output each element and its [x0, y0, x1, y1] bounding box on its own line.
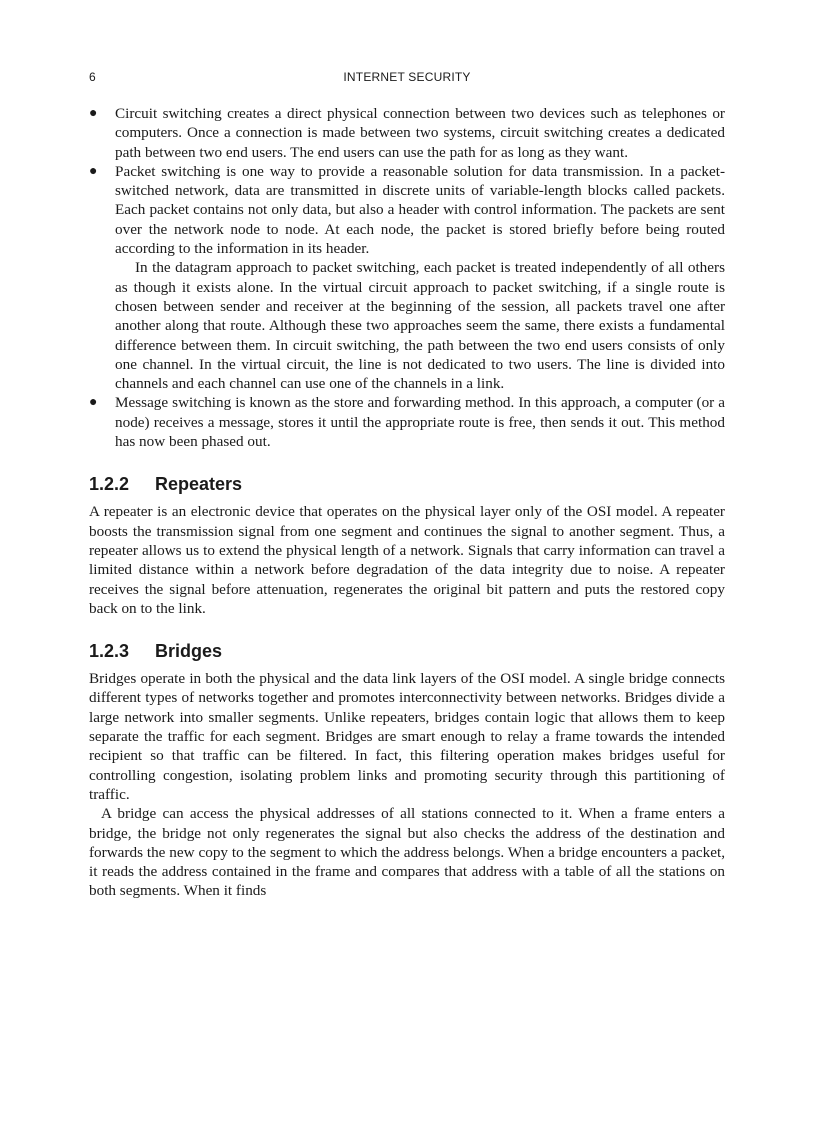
bullet-icon: ●	[89, 106, 98, 121]
page	[89, 66, 725, 901]
list-item	[89, 162, 725, 394]
section-paragraph: A bridge can access the physical addresses of all stations connected to it. When a frame enters a bridge, the bridge not only regenerates the signal but also checks the address of the destination and forwards the new copy to the segment to which the address belongs. When a bridge encounters a packet, it reads the address contained in the frame and compares that address with a table of all the stations on both segments. When it finds	[89, 805, 725, 900]
page-number: 6	[89, 70, 96, 84]
bullet-icon: ●	[89, 163, 98, 179]
section-paragraph: Bridges operate in both the physical and the data link layers of the OSI model. A single bridge connects different types of networks together and promotes interconnectivity between networks. Bridges divide a large network into smaller segments. Unlike repeaters, bridges contain logic that allows them to keep separate the traffic for each segment. Bridges are smart enough to relay a frame towards the intended recipient so that traffic can be filtered. In fact, this filtering operation makes bridges useful for controlling congestion, isolating problem links and promoting security through this partitioning of traffic.	[89, 670, 725, 803]
bullet-paragraph: Packet switching is one way to provide a reasonable solution for data transmission. In a packet-switched network, data are transmitted in discrete units of variable-length blocks called packets. Each packet contains not only data, but also a header with control information. The packets are sent over the network node to node. At each node, the packet is stored briefly before being routed according to the information in its header.	[115, 162, 725, 258]
bullet-icon: ●	[89, 395, 98, 411]
running-header	[89, 66, 725, 88]
section-title: Repeaters	[155, 474, 243, 495]
list-item	[89, 393, 725, 451]
section-heading-bridges	[89, 640, 725, 662]
list-item	[89, 104, 725, 162]
bullet-list	[89, 104, 725, 451]
section-paragraph: A repeater is an electronic device that operates on the physical layer only of the OSI model. A repeater boosts the transmission signal from one segment and continues the signal to another segment. Thus, a repeater allows us to extend the physical length of a network. Signals that carry information can travel a limited distance within a network before degradation of the data integrity due to noise. A repeater receives the signal before attenuation, regenerates the original bit pattern and puts the restored copy back on to the link.	[89, 503, 725, 617]
section-title: Bridges	[155, 641, 223, 662]
section-number: 1.2.3	[89, 641, 130, 662]
section-number: 1.2.2	[89, 474, 130, 495]
bullet-paragraph: In the datagram approach to packet switching, each packet is treated independently of all others as though it exists alone. In the virtual circuit approach to packet switching, if a single route is chosen between sender and receiver at the beginning of the session, all packets travel one after another along that route. Although these two approaches seem the same, there exists a fundamental difference between them. In circuit switching, the path between the two end users consists of only one channel. In the virtual circuit, the line is not dedicated to two users. The line is divided into channels and each channel can use one of the channels in a link.	[115, 259, 725, 393]
body-text	[89, 104, 725, 901]
bullet-paragraph: Circuit switching creates a direct physical connection between two devices such as telephones or computers. Once a connection is made between two systems, circuit switching creates a dedicated path between two end users. The end users can use the path for as long as they want.	[115, 105, 725, 161]
section-heading-repeaters	[89, 473, 725, 495]
running-title: INTERNET SECURITY	[343, 70, 471, 84]
bullet-paragraph: Message switching is known as the store and forwarding method. In this approach, a computer (or a node) receives a message, stores it until the appropriate route is free, then sends it out. This method has now been phased out.	[115, 394, 725, 451]
